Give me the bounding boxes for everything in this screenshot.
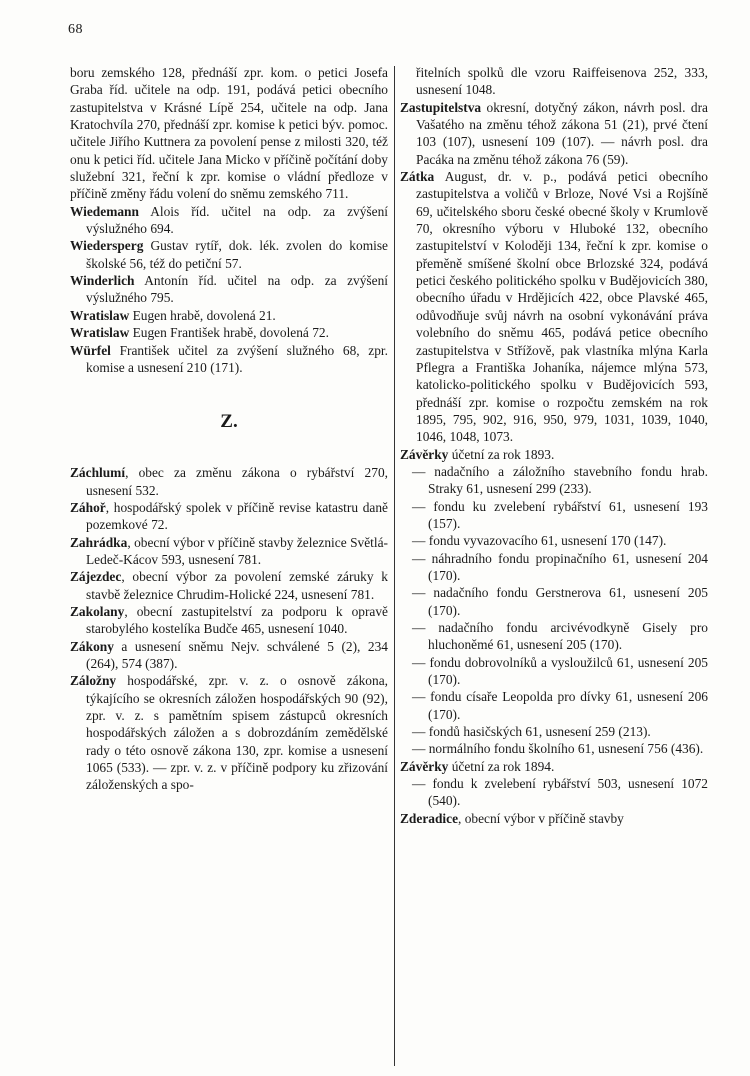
entry-text: Alois říd. učitel na odp. za zvýšení výslužného 694. <box>86 203 388 237</box>
sub-entry: — fondu vyvazovacího 61, usnesení 170 (147). <box>412 533 667 549</box>
entry-text: Eugen František hrabě, dovolená 72. <box>129 325 329 341</box>
entry-head: Zákony <box>70 638 114 654</box>
entry-head: Wiedemann <box>70 203 139 219</box>
entry-text: August, dr. v. p., podává petici obecního zastupitelstva a voličů v Brloze, Nové Vsi a Rojšíně 69, učitelského sboru české obecné školy v Krumlově 70, okresního výboru v Hluboké 132, obecního zastupitelství v Koloději 134, řeční k zpr. komise o přeměně smíšené školní obce Brlozské 324, podává petici českého politického spolku v Budějovicích 380, obecního úřadu v Hrdějicích 422, obce Plavské 465, odůvodňuje svůj návrh na osobní vykonávání práva volebního do sněmu 465, podává petice obecního zastupitelstva v Střížově, pak vlastníka mlýna Karla Pflegra a Františka Johaníka, nájemce mlýna 573, katolicko-politického spolku v Budějovicích 593, přednáší zpr. komise o rozpočtu zemském na rok 1895, 795, 902, 916, 950, 979, 1031, 1039, 1040, 1046, 1048, 1073. <box>416 169 708 445</box>
column-divider <box>394 66 395 1066</box>
right-column <box>400 64 708 827</box>
left-column <box>70 64 388 794</box>
entry-text: účetní za rok 1893. <box>448 446 555 462</box>
index-entry <box>70 307 388 324</box>
sub-entry: — fondu k zvelebení rybářství 503, usnesení 1072 (540). <box>412 776 708 809</box>
section-letter-heading: Z. <box>220 411 238 433</box>
index-entry <box>400 168 708 446</box>
entry-head: Záložny <box>70 673 117 689</box>
entry-head: Závěrky <box>400 446 449 462</box>
index-entry <box>400 758 708 775</box>
entry-text: a usnesení sněmu Nejv. schválené 5 (2), 234 (264), 574 (387). <box>86 638 388 671</box>
sub-entry: — fondů hasičských 61, usnesení 259 (213). <box>412 724 651 740</box>
entry-text: , obecní zastupitelství za podporu k opravě starobylého kostelíka Budče 465, usnesení 1040. <box>86 603 388 637</box>
entry-head: Zderadice <box>400 810 459 826</box>
index-entry: boru zemského 128, přednáší zpr. kom. o petici Josefa Graba říd. učitele na odp. 191, podává petici obecního zastupitelstva v Krásné Lípě 254, učitele na odp. Jana Kratochvíla 270, přednáší zpr. komise k petici býv. pomoc. učitele Jiřího Kuttnera za povolení pense z milosti 320, též onu k petici říd. učitele Jana Micko v příčině počítání doby služební 321, řeční k zpr. komise o vládní předloze v příčině změny řádu volení do sněmu zemského 711. <box>70 65 388 202</box>
entry-text: hospodářské, zpr. v. z. o osnově zákona, týkajícího se okresních záložen hospodářských 90 (92), zpr. v. z. s pamětním spisem zástupců okresních hospodářských záložen a s dobrozdáním zemědělské rady o této osnově zákona 130, zpr. komise a usnesení 1065 (533). — zpr. v. z. v příčině podpory ku zřizování záloženských a spo- <box>86 673 388 793</box>
sub-entry: — náhradního fondu propinačního 61, usnesení 204 (170). <box>412 550 708 583</box>
index-entry <box>70 568 388 603</box>
entry-head: Zastupitelstva <box>400 99 482 115</box>
entry-head: Závěrky <box>400 758 449 774</box>
sub-entry: — nadačního fondu Gerstnerova 61, usnesení 205 (170). <box>412 585 708 618</box>
index-entry <box>70 342 388 377</box>
entry-text: , obecní výbor v příčině stavby železnice Světlá-Ledeč-Kácov 593, usnesení 781. <box>86 534 388 567</box>
index-entry <box>70 464 388 499</box>
entry-text: , obec za změnu zákona o rybářství 270, usnesení 532. <box>86 465 388 498</box>
entry-head: Wratislaw <box>70 325 130 341</box>
sub-entry: — fondu dobrovolníků a vysloužilců 61, usnesení 205 (170). <box>412 654 708 688</box>
entry-text: Gustav rytíř, dok. lék. zvolen do komise školské 56, též do petiční 57. <box>86 238 388 271</box>
entry-head: Záchlumí <box>70 465 126 481</box>
index-entry <box>70 237 388 272</box>
sub-entry: — fondu ku zvelebení rybářství 61, usnesení 193 (157). <box>412 498 708 531</box>
index-entry <box>400 810 708 827</box>
sub-entry: — normálního fondu školního 61, usnesení 756 (436). <box>412 741 704 757</box>
index-entry <box>400 99 708 168</box>
index-entry <box>70 534 388 569</box>
entry-head: Zájezdec <box>70 569 122 585</box>
index-entry <box>70 672 388 793</box>
entry-text: , hospodářský spolek v příčině revise katastru daně pozemkové 72. <box>86 499 388 533</box>
entry-head: Würfel <box>70 342 111 358</box>
entry-text: , obecní výbor v příčině stavby <box>458 810 624 826</box>
index-entry <box>70 603 388 638</box>
entry-text: účetní za rok 1894. <box>448 758 555 774</box>
index-entry-continuation: řitelních spolků dle vzoru Raiffeisenova 252, 333, usnesení 1048. <box>416 65 708 98</box>
entry-text: Eugen hrabě, dovolená 21. <box>129 307 276 323</box>
entry-text: František učitel za zvýšení služného 68, zpr. komise a usnesení 210 (171). <box>86 342 388 375</box>
index-entry <box>70 203 388 238</box>
sub-entry: — nadačního fondu arcivévodkyně Gisely pro hluchoněmé 61, usnesení 205 (170). <box>412 620 708 653</box>
sub-entry: — fondu císaře Leopolda pro dívky 61, usnesení 206 (170). <box>412 689 708 722</box>
index-entry <box>70 638 388 673</box>
index-entry <box>70 272 388 307</box>
index-entry <box>70 499 388 534</box>
entry-head: Wiedersperg <box>70 238 144 254</box>
entry-text: , obecní výbor za povolení zemské záruky k stavbě železnice Chrudim-Holické 224, usnesení 781. <box>86 569 388 602</box>
entry-head: Winderlich <box>70 273 135 289</box>
entry-head: Zátka <box>400 169 435 185</box>
entry-head: Záhoř <box>70 499 106 515</box>
entry-text: okresní, dotyčný zákon, návrh posl. dra Vašatého na změnu téhož zákona 51 (21), prvé čtení 103 (107), usnesení 109 (107). — návrh posl. dra Pacáka na změnu téhož zákona 76 (59). <box>416 99 708 167</box>
entry-head: Zakolany <box>70 603 125 619</box>
page-number: 68 <box>68 22 83 37</box>
index-entry <box>70 324 388 341</box>
sub-entry: — nadačního a záložního stavebního fondu hrab. Straky 61, usnesení 299 (233). <box>412 463 708 497</box>
index-entry <box>400 446 708 463</box>
entry-text: Antonín říd. učitel na odp. za zvýšení výslužného 795. <box>86 273 388 306</box>
entry-head: Wratislaw <box>70 307 130 323</box>
entry-head: Zahrádka <box>70 534 128 550</box>
